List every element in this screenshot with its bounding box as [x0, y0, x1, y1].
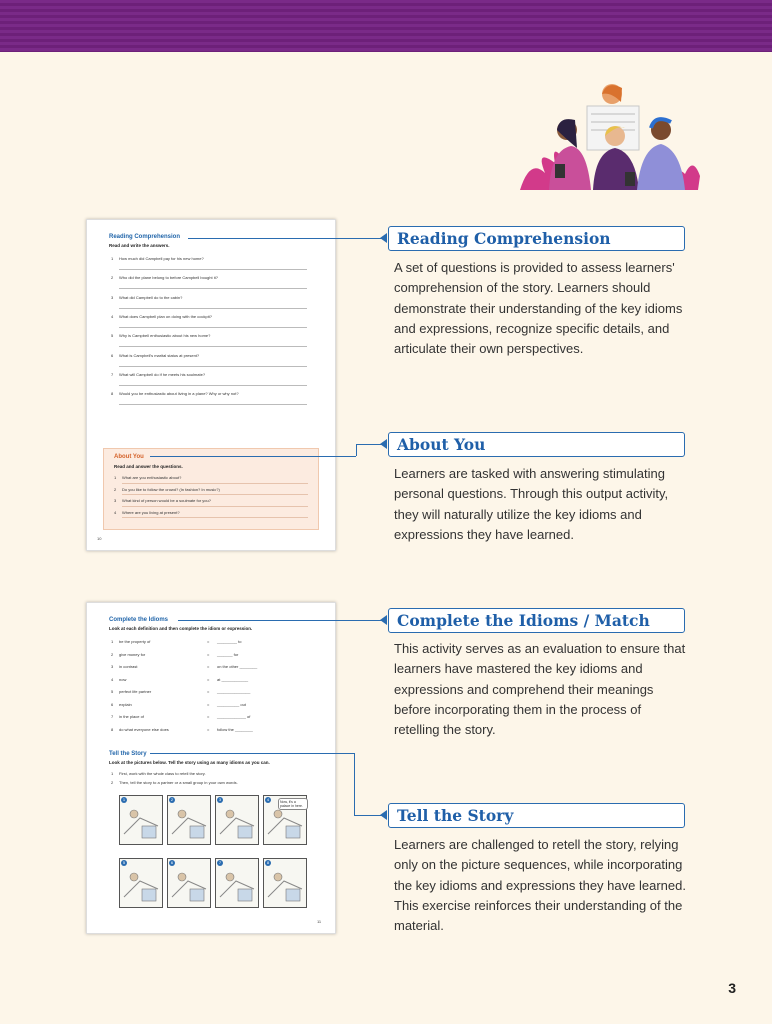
arrow-about: [380, 439, 387, 449]
picture-sketch: [168, 859, 210, 907]
about-question-text: Where are you living at present?: [122, 509, 180, 515]
idiom-number: 2: [111, 651, 114, 657]
people-reading-illustration: [515, 78, 705, 196]
idiom-blank: follow the ________: [217, 726, 253, 732]
label-complete-idioms: Complete the Idioms / Match: [388, 608, 685, 633]
question-number: 3: [111, 294, 114, 300]
idiom-definition: in the place of: [119, 714, 144, 719]
about-number: 3: [114, 498, 117, 503]
equals-sign: =: [207, 701, 210, 707]
question-number: 5: [111, 333, 114, 339]
idiom-definition: in contrast: [119, 664, 138, 669]
equals-sign: =: [207, 676, 210, 682]
arrow-idioms: [380, 615, 387, 625]
preview-about-heading: About You: [114, 454, 144, 460]
desc-complete-idioms: This activity serves as an evaluation to ensure that learners have mastered the key idioms and expressions and comprehend their meanings before incorporating them in the process of retelling the story.: [394, 641, 686, 738]
question-text: Why is Campbell enthusiastic about his new home?: [119, 333, 211, 339]
question-text: How much did Campbell pay for his new home?: [119, 256, 204, 261]
picture-number-badge: 8: [266, 860, 270, 865]
preview-idioms-heading: Complete the Idioms: [109, 617, 169, 623]
question-number: 6: [111, 352, 114, 358]
preview-page-reading: [86, 219, 336, 551]
preview-idioms-instruction: Look at each definition and then complete the idiom or expression.: [109, 626, 253, 631]
idiom-definition: explain: [119, 701, 132, 707]
picture-number-badge: 7: [218, 860, 222, 865]
question-number: 8: [111, 391, 114, 397]
idiom-number: 6: [111, 701, 114, 707]
answer-line: [119, 366, 307, 367]
leader-line-about-v: [356, 444, 357, 456]
answer-line: [119, 308, 307, 309]
label-tell-story: Tell the Story: [388, 803, 685, 828]
picture-sketch: [168, 796, 210, 844]
about-number: 1: [114, 475, 117, 480]
question-text: Who did the plane belong to before Campbell bought it?: [119, 275, 218, 281]
speech-bubble: Now, it's a palace in here.: [278, 798, 308, 810]
picture-sketch: [120, 796, 162, 844]
answer-line: [119, 404, 307, 405]
question-text: Would you be enthusiastic about living in a plane? Why or why not?: [119, 391, 239, 397]
label-about-you: About You: [388, 432, 685, 457]
leader-line-idioms: [178, 620, 386, 621]
preview-story-heading: Tell the Story: [109, 751, 147, 757]
about-answer-line: [122, 506, 308, 507]
idiom-number: 1: [111, 639, 114, 644]
step-text: Then, tell the story to a partner or a small group in your own words.: [119, 780, 238, 785]
equals-sign: =: [207, 689, 210, 694]
idiom-blank: on the other ________: [217, 664, 258, 669]
story-picture: [167, 795, 211, 845]
preview-reading-heading: Reading Comprehension: [109, 234, 181, 240]
picture-sketch: [216, 859, 258, 907]
leader-line-reading: [188, 238, 386, 239]
story-picture: [263, 858, 307, 908]
page-number: 3: [728, 980, 736, 996]
story-picture: [119, 795, 163, 845]
preview-about-instruction: Read and answer the questions.: [114, 464, 183, 469]
preview-about-box: [103, 448, 319, 530]
story-picture: [215, 795, 259, 845]
idiom-definition: perfect life partner: [119, 689, 152, 694]
idiom-blank: __________ out: [217, 701, 246, 707]
about-number: 2: [114, 486, 117, 492]
answer-line: [119, 385, 307, 386]
preview-story-instruction: Look at the pictures below. Tell the story using as many idioms as you can.: [109, 760, 270, 765]
about-question-text: What are you enthusiastic about?: [122, 475, 182, 480]
step-number: 1: [111, 771, 114, 776]
leader-line-about: [150, 456, 356, 457]
question-number: 2: [111, 275, 114, 281]
leader-line-story-v: [354, 753, 355, 815]
picture-number-badge: 6: [170, 860, 174, 865]
picture-sketch: [120, 859, 162, 907]
question-text: What did Campbell do to the cabin?: [119, 294, 183, 300]
picture-number-badge: 5: [122, 860, 126, 865]
question-number: 4: [111, 313, 114, 319]
story-picture: [215, 858, 259, 908]
step-text: First, work with the whole class to retell the story.: [119, 771, 206, 776]
preview-reading-instruction: Read and write the answers.: [109, 243, 170, 248]
desc-tell-story: Learners are challenged to retell the story, relying only on the picture sequences, while incorporating the key idioms and expressions they have learned. This exercise reinforces their understanding of the material.: [394, 837, 686, 934]
idiom-blank: _________ to: [217, 639, 242, 644]
equals-sign: =: [207, 651, 210, 657]
desc-reading-comprehension: A set of questions is provided to assess learners' comprehension of the story. Learners should demonstrate their understanding of the key idioms and expressions, recognize specific details, and articulate their own perspectives.: [394, 260, 683, 357]
answer-line: [119, 346, 307, 347]
leader-line-story: [150, 753, 354, 754]
picture-sketch: [216, 796, 258, 844]
about-number: 4: [114, 509, 117, 515]
story-picture: [119, 858, 163, 908]
equals-sign: =: [207, 639, 210, 644]
idiom-definition: do what everyone else does: [119, 726, 169, 732]
step-number: 2: [111, 780, 114, 785]
answer-line: [119, 327, 307, 328]
equals-sign: =: [207, 726, 210, 732]
question-text: What does Campbell plan on doing with the cockpit?: [119, 313, 212, 319]
answer-line: [119, 288, 307, 289]
preview-page-number: 10: [97, 536, 102, 541]
idiom-number: 4: [111, 676, 114, 682]
preview-page-idioms: [86, 602, 336, 934]
question-text: What is Campbell's marital status at present?: [119, 352, 200, 358]
about-answer-line: [122, 483, 308, 484]
about-answer-line: [122, 494, 308, 495]
idiom-blank: at ____________: [217, 676, 249, 682]
answer-line: [119, 269, 307, 270]
arrow-story: [380, 810, 387, 820]
about-question-text: Do you like to follow the crowd? (In fashion? In music?): [122, 486, 220, 492]
picture-number-badge: 3: [218, 797, 222, 802]
about-question-text: What kind of person would be a soulmate for you?: [122, 498, 211, 503]
preview-page-number: 11: [317, 919, 322, 924]
story-picture: [167, 858, 211, 908]
about-answer-line: [122, 517, 308, 518]
top-band: [0, 0, 772, 52]
question-number: 7: [111, 371, 114, 377]
idiom-number: 8: [111, 726, 114, 732]
idiom-number: 7: [111, 714, 114, 719]
label-reading-comprehension: Reading Comprehension: [388, 226, 685, 251]
idiom-definition: give money for: [119, 651, 146, 657]
picture-sketch: [264, 859, 306, 907]
idiom-blank: _______ for: [217, 651, 239, 657]
equals-sign: =: [207, 714, 210, 719]
story-picture: [263, 795, 307, 845]
equals-sign: =: [207, 664, 210, 669]
picture-number-badge: 4: [266, 797, 270, 802]
idiom-definition: now: [119, 676, 127, 682]
idiom-number: 5: [111, 689, 114, 694]
desc-about-you: Learners are tasked with answering stimulating personal questions. Through this output activity, they will naturally utilize the key idioms and expressions they have learned.: [394, 466, 669, 542]
arrow-reading: [380, 233, 387, 243]
question-text: What will Campbell do if he meets his soulmate?: [119, 371, 206, 377]
idiom-blank: _______________: [217, 689, 251, 694]
idiom-blank: _____________ of: [217, 714, 251, 719]
picture-number-badge: 2: [170, 797, 174, 802]
idiom-definition: be the property of: [119, 639, 151, 644]
question-number: 1: [111, 256, 114, 261]
picture-number-badge: 1: [122, 797, 126, 802]
idiom-number: 3: [111, 664, 114, 669]
